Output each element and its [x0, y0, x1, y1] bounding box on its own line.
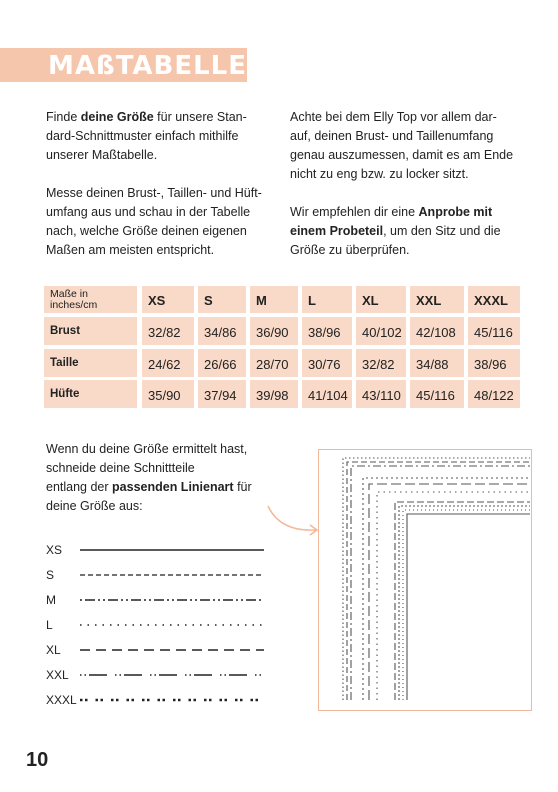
pattern-lines-illustration — [319, 450, 530, 709]
line-type-label: S — [46, 568, 55, 582]
table-header-size: M — [250, 286, 298, 313]
line-type-label: XXXL — [46, 693, 77, 707]
bold-phrase: Anprobe mit — [418, 205, 493, 219]
table-cell: 38/96 — [468, 349, 520, 377]
table-cell: 45/116 — [468, 317, 520, 345]
table-cell: 34/88 — [410, 349, 464, 377]
table-header-size: XXL — [410, 286, 464, 313]
table-header-size: S — [198, 286, 246, 313]
page-title: MAßTABELLE — [48, 51, 248, 81]
table-cell: 30/76 — [302, 349, 352, 377]
line-type-label: XS — [46, 543, 63, 557]
cutting-instructions: Wenn du deine Größe ermittelt hast, schneide deine Schnittteile entlang der passenden Linienart für deine Größe aus: — [46, 442, 252, 513]
table-cell: 26/66 — [198, 349, 246, 377]
line-type-sample — [80, 670, 266, 680]
table-row-label: Hüfte — [44, 380, 137, 408]
line-type-sample — [80, 570, 266, 580]
table-cell: 34/86 — [198, 317, 246, 345]
arrow-icon — [266, 500, 326, 540]
pattern-corner-diagram — [318, 449, 532, 711]
line-type-sample — [80, 545, 266, 555]
line-type-label: XL — [46, 643, 61, 657]
table-cell: 37/94 — [198, 380, 246, 408]
table-header-size: L — [302, 286, 352, 313]
table-cell: 32/82 — [142, 317, 194, 345]
line-type-label: XXL — [46, 668, 69, 682]
table-cell: 48/122 — [468, 380, 520, 408]
table-header-size: XL — [356, 286, 406, 313]
line-type-sample — [80, 620, 266, 630]
intro-paragraph-left-1: Finde deine Größe für unsere Stan- dard-Schnittmuster einfach mithilfe unserer Maßtabelle. — [46, 110, 247, 162]
bold-phrase: einem Probeteil — [290, 224, 384, 238]
line-type-label: M — [46, 593, 56, 607]
table-cell: 35/90 — [142, 380, 194, 408]
table-header-size: XS — [142, 286, 194, 313]
table-cell: 38/96 — [302, 317, 352, 345]
table-header-label: Maße in inches/cm — [44, 286, 137, 313]
line-type-label: L — [46, 618, 53, 632]
table-cell: 28/70 — [250, 349, 298, 377]
table-cell: 40/102 — [356, 317, 406, 345]
line-type-sample — [80, 695, 266, 705]
table-cell: 24/62 — [142, 349, 194, 377]
table-row-label: Taille — [44, 349, 137, 377]
table-cell: 41/104 — [302, 380, 352, 408]
table-cell: 32/82 — [356, 349, 406, 377]
table-header-size: XXXL — [468, 286, 520, 313]
table-cell: 45/116 — [410, 380, 464, 408]
line-type-sample — [80, 595, 266, 605]
table-row-label: Brust — [44, 317, 137, 345]
table-cell: 43/110 — [356, 380, 406, 408]
bold-phrase: deine Größe — [80, 110, 154, 124]
page-number: 10 — [26, 749, 49, 771]
intro-paragraph-right-1: Achte bei dem Elly Top vor allem dar- auf, deinen Brust- und Taillenumfang genau auszumessen, damit es am Ende nicht zu eng bzw. zu locker sitzt. — [290, 110, 514, 181]
table-cell: 36/90 — [250, 317, 298, 345]
line-type-sample — [80, 645, 266, 655]
table-cell: 39/98 — [250, 380, 298, 408]
intro-paragraph-right-2: Wir empfehlen dir eine Anprobe mit einem Probeteil, um den Sitz und die Größe zu überprüfen. — [290, 205, 501, 257]
table-cell: 42/108 — [410, 317, 464, 345]
bold-phrase: passenden Linienart — [112, 480, 234, 494]
intro-paragraph-left-2: Messe deinen Brust-, Taillen- und Hüft- umfang aus und schau in der Tabelle nach, welche Größe deinen eigenen Maßen am meisten entspricht. — [46, 186, 262, 257]
